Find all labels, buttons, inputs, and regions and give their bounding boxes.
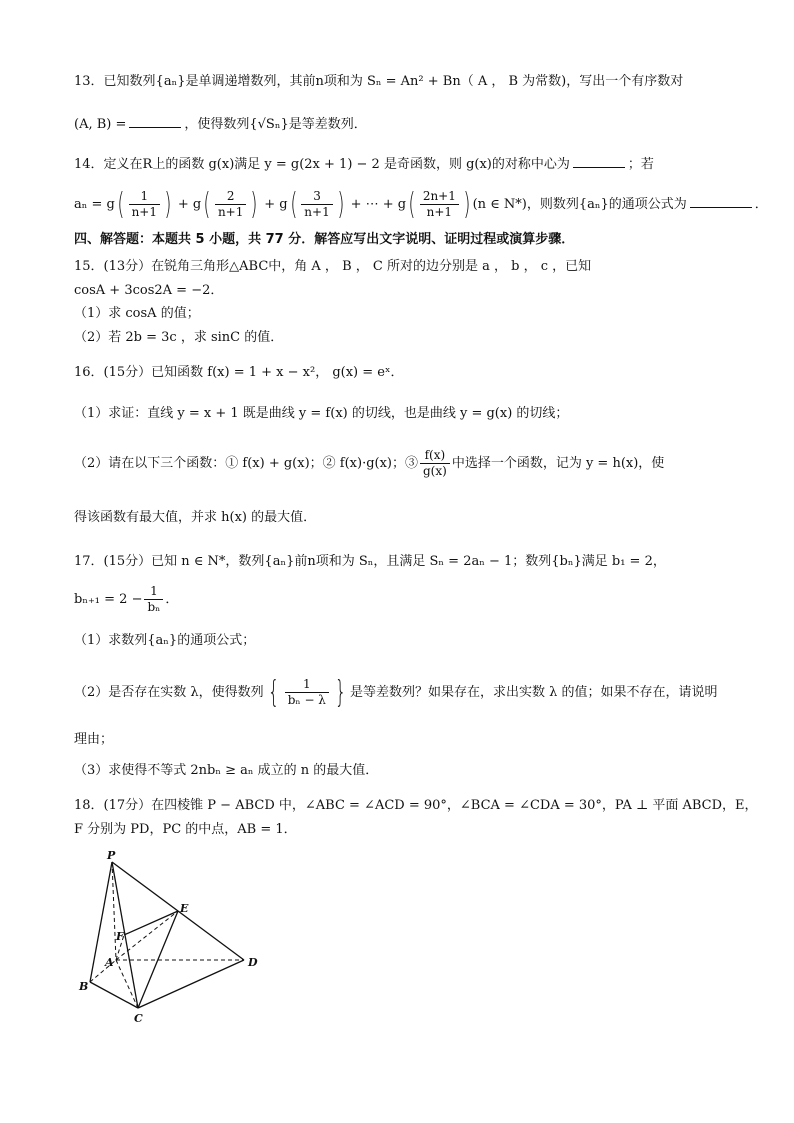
q13-line2: (A, B) = ，使得数列{√Sₙ}是等差数列． [74, 117, 367, 132]
label-A: A [105, 956, 114, 969]
label-P: P [107, 849, 116, 862]
q16-part1: （1）求证：直线 y = x + 1 既是曲线 y = f(x) 的切线，也是曲线 y = g(x) 的切线； [74, 406, 569, 421]
edge-CD [138, 960, 244, 1008]
label-F: F [116, 930, 124, 943]
q17-line1: 17．(15分）已知 n ∈ N*，数列{aₙ}前n项和为 Sₙ，且满足 Sₙ = 2aₙ − 1；数列{bₙ}满足 b₁ = 2， [74, 554, 666, 569]
q17-fraction: $\frac{1}{\text{bₙ}}$ [144, 584, 163, 615]
q16-fraction: $\frac{f(x)}{g(x)}$ [420, 448, 450, 479]
q14-frac2: $\frac{2}{n+1}$ [215, 189, 246, 220]
q15-part2: （2）若 2b = 3c ，求 sinC 的值． [74, 330, 284, 345]
q14-line1: 14．定义在R上的函数 g(x)满足 y = g(2x + 1) − 2 是奇函数，则 g(x)的对称中心为 ；若 [74, 157, 654, 172]
q15-part1: （1）求 cosA 的值； [74, 306, 200, 321]
edge-AC [116, 960, 138, 1008]
q14-line2: aₙ = g( $\frac{1}{n+1}$ ) + g( $\frac{2}{n+1}$ ) + g( $\frac{3}{n+1}$ ) + ⋯ + g( $\frac{2n+1}{n+1}$ ) (n ∈ N*)，则数列{aₙ}的通项公式为 ． [74, 186, 768, 222]
label-B: B [79, 980, 89, 993]
q14-center-blank[interactable] [573, 155, 625, 168]
label-E: E [180, 902, 189, 915]
q17-part3: （3）求使得不等式 2nbₙ ≥ aₙ 成立的 n 的最大值． [74, 763, 379, 778]
q17-line2: bₙ₊₁ = 2 − $\frac{1}{\text{bₙ}}$ ． [74, 584, 179, 614]
q18-line2: F 分别为 PD，PC 的中点，AB = 1． [74, 822, 297, 837]
q17-part2-line2: 理由； [74, 732, 114, 747]
q14-formula-blank[interactable] [690, 195, 752, 208]
q13-line1: 13．已知数列{aₙ}是单调递增数列，其前n项和为 Sₙ = An² + Bn（ A ， B 为常数)，写出一个有序数对 [74, 74, 684, 89]
section-4-heading: 四、解答题：本题共 5 小题，共 77 分．解答应写出文字说明、证明过程或演算步骤． [74, 232, 575, 247]
q17-lambda-fraction: $\frac{1}{\text{bₙ − λ}}$ [285, 677, 329, 708]
q14-frac1: $\frac{1}{n+1}$ [129, 189, 160, 220]
q15-line1: 15．(13分）在锐角三角形△ABC中，角 A ， B ， C 所对的边分别是 a ， b ， c ，已知 [74, 259, 592, 274]
edge-BC [90, 982, 138, 1008]
pyramid-figure [74, 848, 274, 1028]
q15-line2: cosA + 3cos2A = −2． [74, 283, 224, 298]
label-D: D [248, 956, 258, 969]
q13-answer-blank[interactable] [129, 115, 181, 128]
q16-part2: （2）请在以下三个函数：① f(x) + g(x)；② f(x)·g(x)；③ $\frac{f(x)}{g(x)}$ 中选择一个函数，记为 y = h(x)，使 [74, 448, 665, 478]
q16-part2-line2: 得该函数有最大值，并求 h(x) 的最大值． [74, 510, 317, 525]
q17-part2: （2）是否存在实数 λ，使得数列 { $\frac{1}{\text{bₙ − λ}}$ } 是等差数列？如果存在，求出实数 λ 的值；如果不存在，请说明 [74, 674, 718, 710]
q16-line1: 16．(15分）已知函数 f(x) = 1 + x − x²， g(x) = eˣ． [74, 365, 404, 380]
q18-line1: 18．(17分）在四棱锥 P − ABCD 中，∠ABC = ∠ACD = 90°，∠BCA = ∠CDA = 30°，PA ⊥ 平面 ABCD，E， [74, 798, 758, 813]
label-C: C [134, 1012, 143, 1025]
q14-frac3: $\frac{3}{n+1}$ [301, 189, 332, 220]
q14-frac4: $\frac{2n+1}{n+1}$ [420, 189, 459, 220]
q17-part1: （1）求数列{aₙ}的通项公式； [74, 633, 256, 648]
